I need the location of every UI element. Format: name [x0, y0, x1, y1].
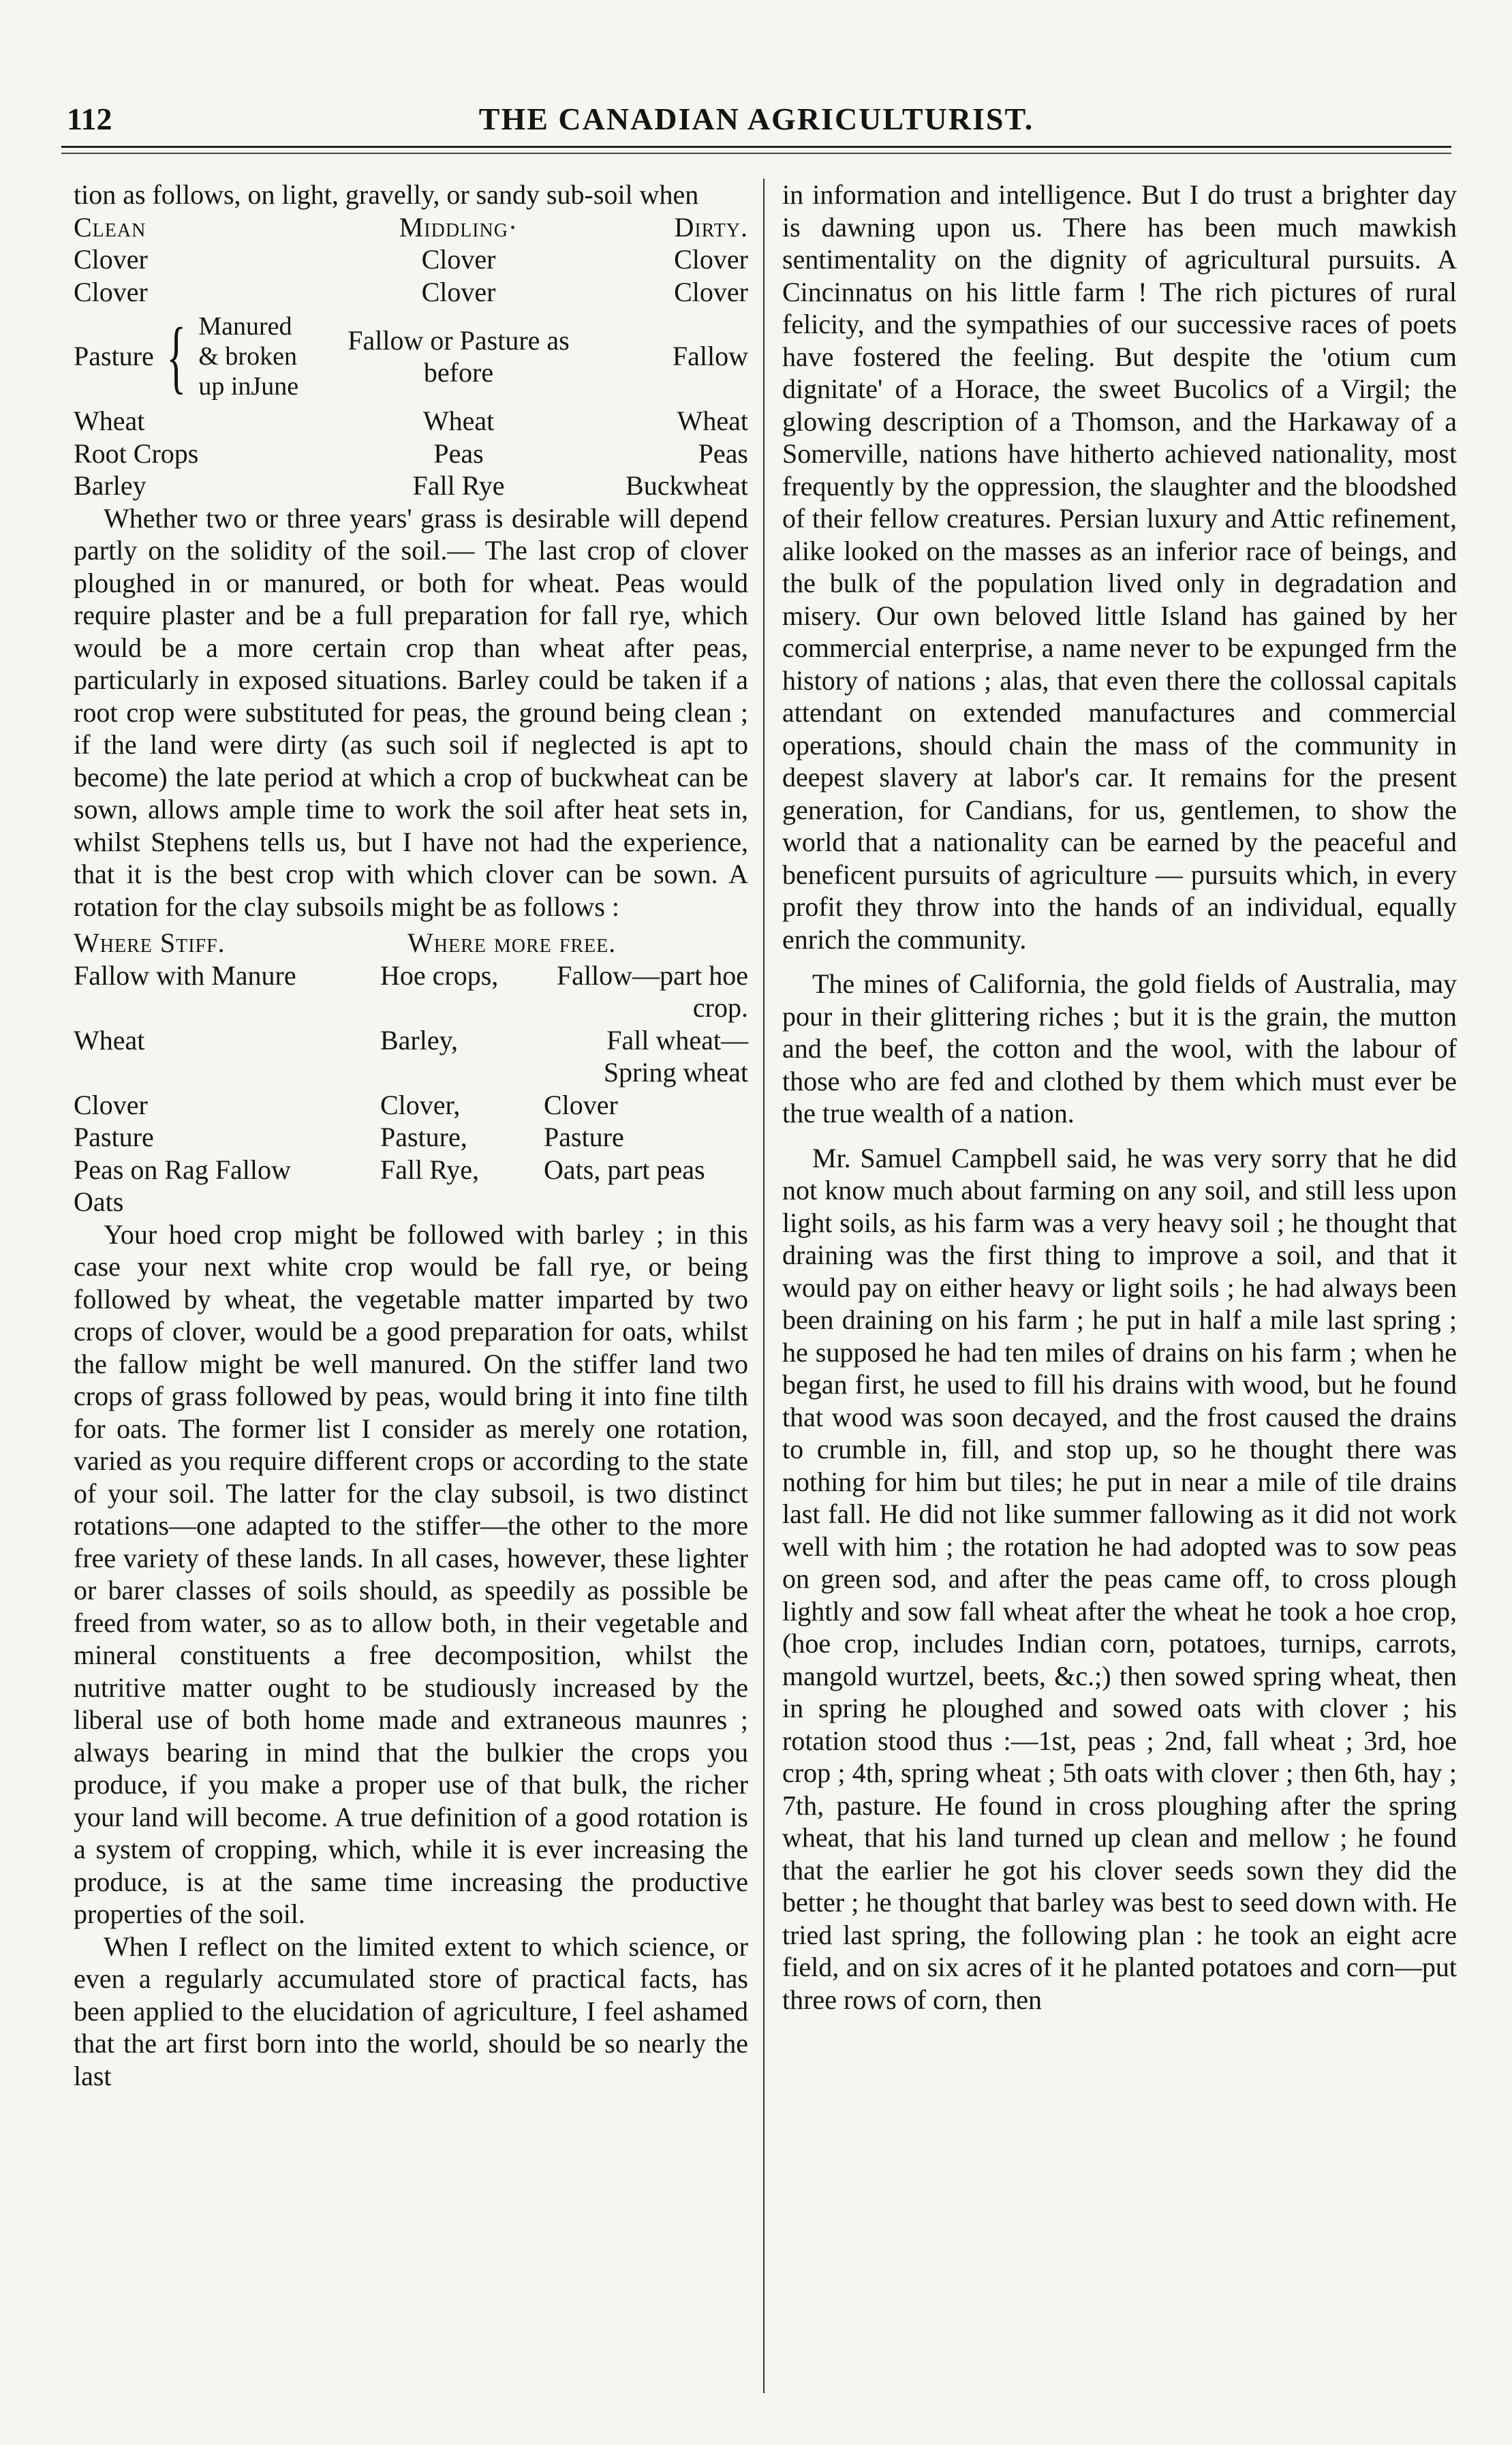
paragraph: The mines of California, the gold fields of Australia, may pour in their glittering riches ; but it is the grain, the mutton and the beef, the cotton and the wool, with the labour of those who are fed and clothed by them which must ever be the true wealth of a nation.	[782, 968, 1457, 1128]
rotation-table-light-soils	[74, 211, 748, 309]
paragraph: Mr. Samuel Campbell said, he was very sorry that he did not know much about farming on any soil, and still less upon light soils, as his farm was a very heavy soil ; he thought that draining was the first thing to improve a soil, and that it would pay on either heavy or light soils ; he had always been been draining on his farm ; he put in half a mile last spring ; he supposed he had ten miles of drains on his farm ; when he began first, he used to fill his drains with wood, but he found that wood was soon decayed, and the frost caused the drains to crumble in, fill, and stop up, so he thought there was nothing for him but tiles; he put in near a mile of tile drains last fall. He did not like summer fallowing as it did not work well with him ; the rotation he had adopted was to sow peas on green sod, and after the peas came off, to cross plough lightly and sow fall wheat after the wheat he took a hoe crop, (hoe crop, includes Indian corn, potatoes, turnips, carrots, mangold wurtzel, beets, &c.;) then sowed spring wheat, then in spring he ploughed and sowed oats with clover ; his rotation stood thus :—1st, peas ; 2nd, fall wheat ; 3rd, hoe crop ; 4th, spring wheat ; 5th oats with clover ; then 6th, hay ; 7th, pasture. He found in cross ploughing after the spring wheat, that his land turned up clean and mellow ; he found that the earlier he got his clover seeds sown they did the better ; he thought that barley was best to seed down with. He tried last spring, the following plan : he took an eight acre field, and on six acres of it he planted potatoes and corn—put three rows of corn, then	[782, 1142, 1457, 2015]
table-cell: Peas on Rag Fallow	[74, 1154, 291, 1185]
table-cell: Clover	[674, 276, 748, 307]
rotation-table-bottom	[74, 405, 748, 502]
pasture-sub: Manured & broken up inJune	[198, 312, 299, 401]
table-cell: Oats	[74, 1186, 124, 1217]
header-clean: Clean	[74, 211, 146, 243]
table-cell: Root Crops	[74, 437, 199, 469]
header-where-more-free: Where more free.	[407, 927, 617, 958]
page-header	[61, 101, 1451, 142]
table-cell: Fallow with Manure	[74, 959, 296, 991]
header-rule	[61, 146, 1451, 148]
table-cell: Oats, part peas	[544, 1154, 705, 1185]
brace-glyph: {	[166, 311, 186, 401]
pasture-row	[74, 308, 748, 405]
table-cell: Clover	[74, 244, 148, 275]
pasture-label: Pasture	[74, 341, 154, 372]
table-cell: Wheat	[677, 405, 748, 436]
table-cell: Pasture	[544, 1122, 624, 1152]
header-dirty: Dirty.	[674, 211, 748, 243]
header-middling: Middling·	[399, 211, 519, 243]
pasture-middle: Fallow or Pasture as before	[348, 324, 570, 388]
table-cell: Clover,	[380, 1089, 461, 1120]
paragraph: Your hoed crop might be followed with barley ; in this case your next white crop would be fall rye, or being followed by wheat, the vegetable matter imparted by two crops of clover, would be a good preparation for oats, whilst the fallow might be well manured. On the stiffer land two crops of grass followed by peas, would bring it into fine tilth for oats. The former list I consider as merely one rotation, varied as you require different crops or according to the state of your soil. The latter for the clay subsoil, is two distinct rotations—one adapted to the stiffer—the other to the more free variety of these lands. In all cases, however, these lighter or barer classes of soils should, as speedily as possible be freed from water, so as to allow both, in their vegetable and mineral constituents a free decomposition, whilst the nutritive matter ought to be studiously increased by the liberal use of both home made and extraneous maunres ; always bearing in mind that the bulkier the crops you produce, if you make a proper use of that bulk, the richer your land will become. A true definition of a good rotation is a system of cropping, which, while it is ever increasing the produce, is at the same time increasing the productive properties of the soil.	[74, 1218, 748, 1929]
right-column	[782, 179, 1457, 2016]
table-cell: Wheat	[74, 1024, 145, 1056]
table-cell: Fallow—part hoe crop.	[556, 959, 748, 1023]
clay-table-headers	[74, 927, 748, 959]
table-cell: Peas	[698, 437, 748, 469]
paragraph: When I reflect on the limited extent to which science, or even a regularly accumulated store of practical facts, has been applied to the elucidation of agriculture, I feel ashamed that the art first born into the world, should be so nearly the last	[74, 1931, 748, 2091]
intro-text: tion as follows, on light, gravelly, or sandy sub-soil when	[74, 179, 699, 210]
left-column	[74, 179, 748, 2092]
table-cell: Fall Rye,	[380, 1154, 480, 1185]
table-cell: Clover	[674, 244, 748, 275]
table-cell: Clover	[74, 276, 148, 307]
clay-rotation-table	[74, 959, 748, 1218]
header-rule-thin	[61, 153, 1451, 154]
table-cell: Clover	[421, 244, 496, 275]
pasture-right: Fallow	[672, 341, 748, 372]
table-cell: Wheat	[422, 405, 495, 436]
table-cell	[380, 1186, 544, 1218]
table-cell: Wheat	[74, 405, 145, 436]
table-cell: Clover	[421, 276, 496, 307]
table-cell: Pasture,	[380, 1122, 467, 1152]
table-cell: Barley,	[380, 1024, 459, 1056]
header-where-stiff: Where Stiff.	[74, 927, 226, 958]
table-cell: Clover	[74, 1089, 148, 1120]
table-cell: Barley	[74, 470, 146, 501]
paragraph: in information and intelligence. But I do trust a brighter day is dawning upon us. There has been much mawkish sentimentality on the dignity of agricultural pursuits. A Cincinnatus on his little farm ! The rich pictures of rural felicity, and the sympathies of our successive races of poets have fostered the feeling. But despite the 'otium cum dignitate' of a Horace, the sweet Bucolics of a Virgil; the glowing description of a Thomson, and the Harkaway of a Somerville, nations have hitherto achieved nationality, most frequently by the oppression, the slaughter and the bloodshed of their fellow creatures. Persian luxury and Attic refinement, alike looked on the masses as an inferior race of beings, and the bulk of the population lived only in degradation and misery. Our own beloved little Island has gained by her commercial enterprise, a name never to be expunged frm the history of nations ; alas, that even there the collossal capitals attendant on extended manufactures and commercial operations, should chain the mass of the community in deepest slavery at labor's car. It remains for the present generation, for Candians, for us, gentlemen, to show the world that a nationality can be earned by the peaceful and beneficent pursuits of agriculture — pursuits which, in every profit they throw into the hands of an individual, equally enrich the community.	[782, 179, 1457, 955]
table-cell	[544, 1186, 748, 1218]
table-cell: Pasture	[74, 1122, 154, 1152]
table-cell: Clover	[544, 1089, 618, 1120]
table-cell: Buckwheat	[626, 470, 748, 501]
running-title: THE CANADIAN AGRICULTURIST.	[478, 102, 1034, 136]
page-number: 112	[67, 102, 112, 136]
paragraph: Whether two or three years' grass is desirable will depend partly on the solidity of the soil.— The last crop of clover ploughed in or manured, or both for wheat. Peas would require plaster and be a full preparation for fall rye, which would be a more certain crop than wheat after peas, particularly in exposed situations. Barley could be taken if a root crop were substituted for peas, the ground being clean ; if the land were dirty (as such soil if neglected is apt to become) the late period at which a crop of buckwheat can be sown, allows ample time to work the soil after heat sets in, whilst Stephens tells us, but I have not had the experience, that it is the best crop with which clover can be sown. A rotation for the clay subsoils might be as follows :	[74, 502, 748, 922]
column-divider	[763, 179, 765, 2393]
table-cell: Fall wheat— Spring wheat	[603, 1024, 748, 1088]
table-cell: Hoe crops,	[380, 959, 499, 991]
table-cell: Fall Rye	[412, 470, 505, 501]
table-cell: Peas	[433, 437, 484, 469]
